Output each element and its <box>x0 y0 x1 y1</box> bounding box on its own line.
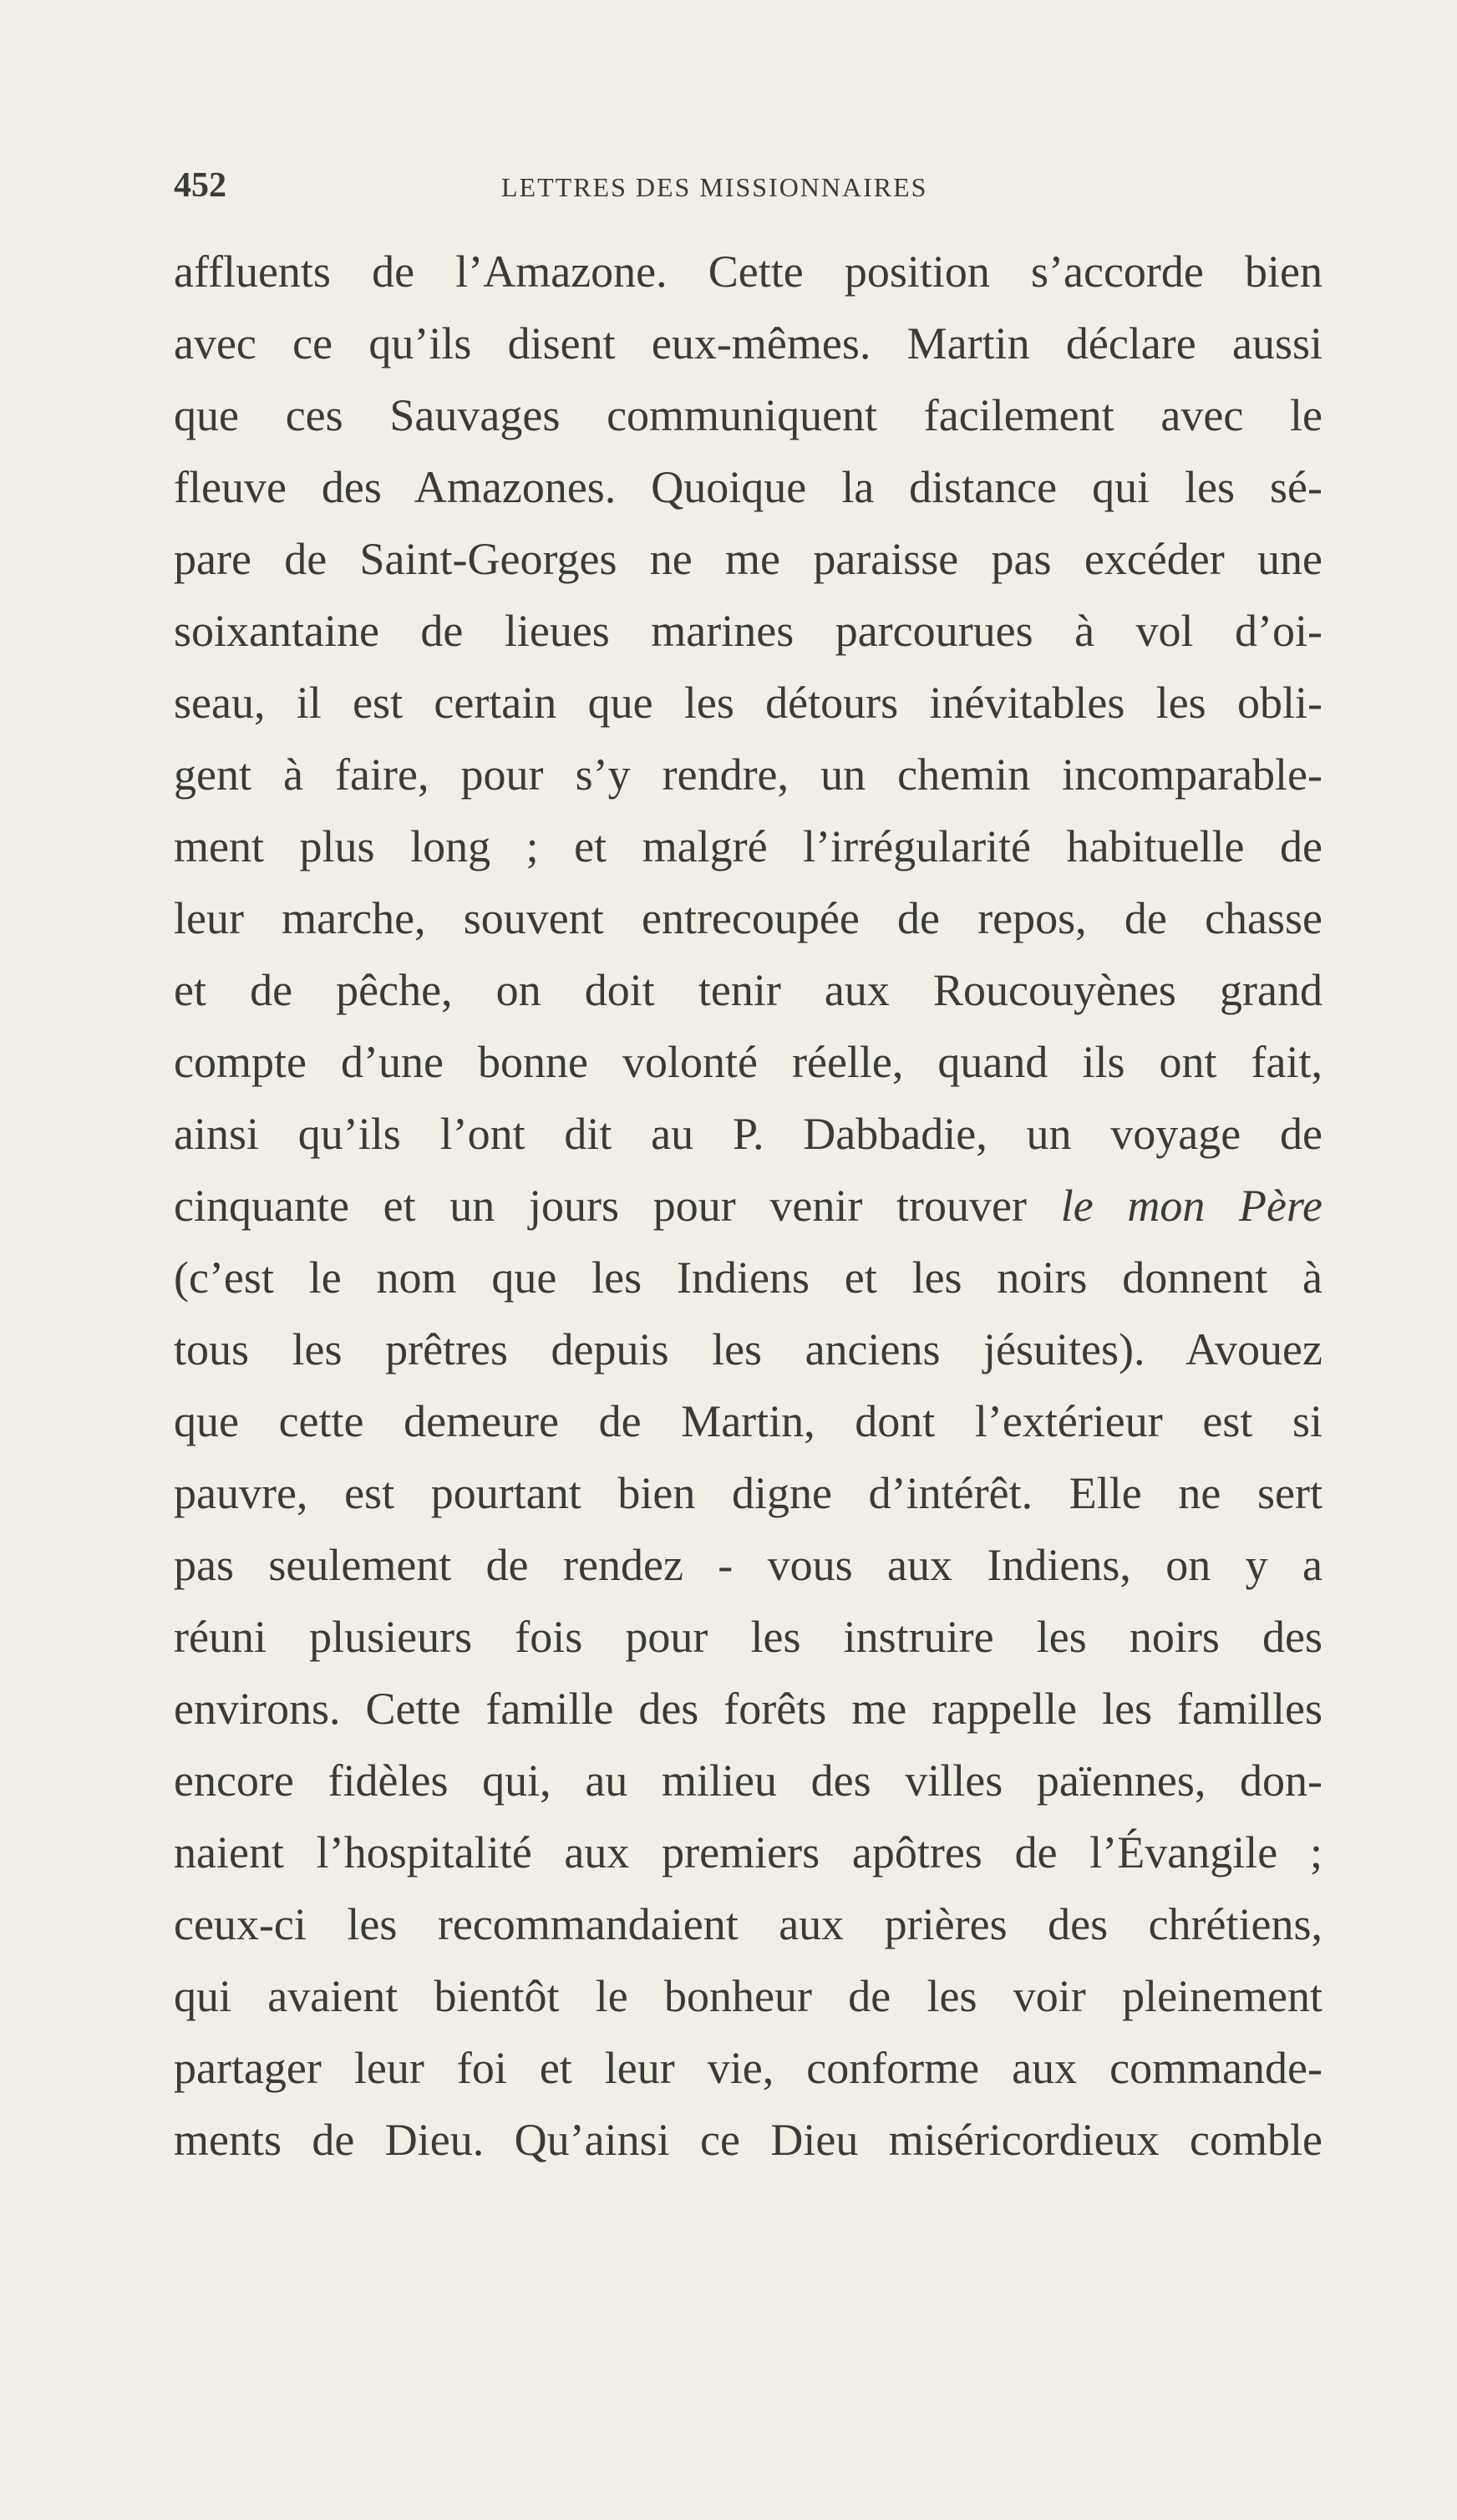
italic-phrase: le mon Père <box>1060 1181 1322 1231</box>
text-line: compte d’une bonne volonté réelle, quand ils ont fait, <box>174 1037 1322 1087</box>
text-line: pare de Saint-Georges ne me paraisse pas excéder une <box>174 534 1322 584</box>
text-line: partager leur foi et leur vie, conforme aux commande- <box>174 2043 1322 2093</box>
text-line: que ces Sauvages communiquent facilement avec le <box>174 390 1322 440</box>
text-line: fleuve des Amazones. Quoique la distance qui les sé- <box>174 462 1322 512</box>
text-line: que cette demeure de Martin, dont l’extérieur est si <box>174 1396 1322 1446</box>
text-line: réuni plusieurs fois pour les instruire les noirs des <box>174 1612 1322 1662</box>
text-line: ments de Dieu. Qu’ainsi ce Dieu miséricordieux comble <box>174 2115 1322 2165</box>
text-line: leur marche, souvent entrecoupée de repos, de chasse <box>174 893 1322 943</box>
text-line <box>174 1170 1322 1242</box>
running-head: LETTRES DES MISSIONNAIRES <box>501 172 928 202</box>
text-line: soixantaine de lieues marines parcourues à vol d’oi- <box>174 606 1322 656</box>
text-line: avec ce qu’ils disent eux-mêmes. Martin déclare aussi <box>174 318 1322 368</box>
text-line: naient l’hospitalité aux premiers apôtres de l’Évangile ; <box>174 1827 1322 1877</box>
text-line: ment plus long ; et malgré l’irrégularité habituelle de <box>174 821 1322 871</box>
text-line: seau, il est certain que les détours inévitables les obli- <box>174 678 1322 728</box>
text-line: pas seulement de rendez - vous aux Indiens, on y a <box>174 1540 1322 1590</box>
body-text <box>174 236 1322 2176</box>
text-line: gent à faire, pour s’y rendre, un chemin incomparable- <box>174 749 1322 800</box>
text-line: (c’est le nom que les Indiens et les noirs donnent à <box>174 1252 1322 1303</box>
text-line: encore fidèles qui, au milieu des villes païennes, don- <box>174 1755 1322 1806</box>
text-line: ceux-ci les recommandaient aux prières des chrétiens, <box>174 1899 1322 1949</box>
text-line: tous les prêtres depuis les anciens jésuites). Avouez <box>174 1324 1322 1374</box>
text-line: environs. Cette famille des forêts me rappelle les familles <box>174 1684 1322 1734</box>
page-number: 452 <box>174 166 226 205</box>
text-line: affluents de l’Amazone. Cette position s’accorde bien <box>174 246 1322 297</box>
text-line-start: cinquante et un jours pour venir trouver <box>174 1181 1027 1231</box>
text-line: pauvre, est pourtant bien digne d’intérêt. Elle ne sert <box>174 1468 1322 1518</box>
text-line: et de pêche, on doit tenir aux Roucouyènes grand <box>174 965 1322 1015</box>
text-line: qui avaient bientôt le bonheur de les voir pleinement <box>174 1971 1322 2021</box>
text-line: ainsi qu’ils l’ont dit au P. Dabbadie, un voyage de <box>174 1109 1322 1159</box>
